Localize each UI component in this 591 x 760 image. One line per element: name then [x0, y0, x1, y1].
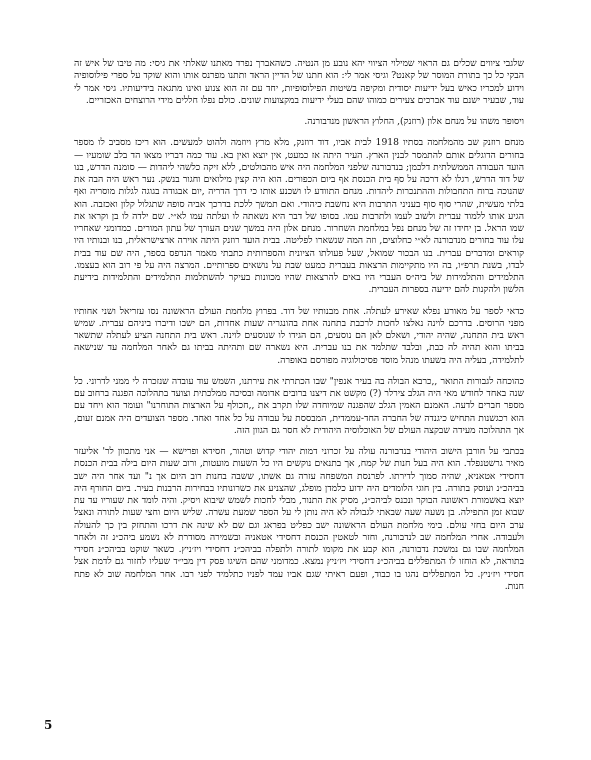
section-heading: ויסופר משהו על מנחם אלון (רוזנק), החלוץ הראשון מנדבורנה.: [304, 116, 524, 127]
page-number: 5: [44, 718, 53, 732]
paragraph: כהוכחה לגבורות התואר ,,כרבא הבולה בה בעיר אנפין" שבו הכתרתי את עירתנו, השמש עוד עובדה שנזכרה לי ממני לדרוני. כל שנה באחד לחודש מאי היה הגלב צירלר (?) מקשט את דיצנו ברובים אדומה ובסיכה ממלכתית וצועד בתהלוכה הפגנה ברחוב עם מספר חברים לדעה. האמנם האמין הגלב שהפגנה שמיוחדה שלו תקרב את ,,חכולף על הארצות התוחרנו" ועומד הוא ויחד עם הוא רכגשנות התחיש כיגנדה של החברה החד-עממדית, המבססת על עבודה על כל אחד ואחד. מספר הצועדים היה אמנם זעום, אך התהלוכה מעידה שבקצה העולם של האוכלוסיה היהודית לא חסר גם הגוון הזה.: [74, 375, 524, 436]
paragraph: כדאי לספר על מאורע נפלא שאירע לעתלה. אחת מבנותיו של דוד. בפרוץ מלחמת העולם הראשונה נסו עזריאל ושני אחותיו מפני הרוסים. בדרכם לוינה נאלצו לחכות לרכבת בתחנה אחת בהונגריה שעות אחדות, הם ישבו ודיברו ביניהם עברית. שמיש ראש בית התחנה, שהיה יהודי, ושאלם לאן הם נוסעים, הם הגידו לו שנוסעים לוינה. ראש בית התחנה הציע לעתלה שתשאר בביתו והוא תהיה לה כבת, ובלבד שתלמד את בנו עברית. היא נשארה שם ותהיתה בביתו גם לאחר המלחמה עד שנישאה לתלמידה, בעליה היה בשעתו מנהל מוסד פסיכולוגיה מפורסם באופרה.: [74, 305, 524, 366]
document-body: [74, 58, 524, 593]
paragraph: מנחם רוזנק שב מהמלחמה בסתיו 1918 לבית אביו, דוד רוזנק, מלא מרץ ויוזמה ולהוט למעשים. הוא ריכז מסביב לו מספר בחורים הדוגלים אותם להתמסר לבנין הארץ. העיר היתה אז כמעט, אין יוצא ואין בא. עוד כמה דבריו מצאו הד בלב שומעיו — הועד העבודה הממשלתית דלכמן; בנדבורנה שלפני המלחמה היה איש מהבולטים, ללא זיקה כלשהי ליהדות — סומנה הדרש, בנו של דוד הדרש, רגלו לא דרכה על סף בית הכנסת אף ביום הכפורים. הוא היה קצין מילואים וחגור בנשק. נער ראש היה הבה את שהנוכה ברוח התחבולות וההתנכרות ליהדות. מנחם התוודע לו ושכנע אותו כי דרך הדריה ,יום אבגודה בגוגה לגלות מוסריה ואף בלתי מעשית, שהרי סוף סוף בעניני התרבות היא נחשבת כיהודי. ואם תמשך ללכת בדרכך אביה סופה שתגלול קלון ואכזבה. הוא הגיע אותו ללמוד עברית ולשוב לעמו ולתרבות עמו. בסופו של דבר היא נשאתה לו ועלתה עמו לא״י. שם ילדה לו בן וקראו את שמו הראל. בן יחידו זה של מנחם נפל במלחמת השחרור. מנחם אלון היה במשך שנים העורך של עתון המורים. כמדומני שאחריו עלו עוד בחורים מנדבורנה לא״י כחלוצים, וזה המה שנשארו לפליטה. בבית הועד רוזנק היתה אוירה ארצישראלית, בנו ובנותיו היו קוראים ומדברים עברית. בנו הבכור שמואל, שעל פעולתו הציונית והספרותית כתבתי מאמר הנדפס בספר, היה שם עוד בבית לבדו, בשנת תרפ״ו, בה היו מתקיימות הרצאות בעברית כמעט שבת על נושאים ספרותיים. המרצה היה על פי רוב הוא בעצמו. התלמידים והתלמידות של ביה״ס העברי היו באים להרצאות שהיו מכוונות בעיקר להשתלמות התלמידים והתלמידות בידיעת הלשון ולהקנות להם ידיעה בספרות העברית.: [74, 137, 524, 296]
paragraph: בכתבי על חורבן הישוב היהודי בנדבורנה עולה על זכרוני דמות יהודי קדוש וטהור, חסידא ופרישא — אני מתכוון לר' אליעזר מאיר גרשטנפלד. הוא היה בעל חנות של קמח, אך בתנאים נוקשים היו כל השעות מועטות, ורוב שעות היום בילה בבית הכנסת דחסידי אטאניא, שהיה סמוך לדירתו. לפרנסת המשפחה עזרה גם אשתו, ששבה בחנות רוב היום אך נ" ועד אחר היה ישב בביהכ״נ ועוסק בתורה. בין חוגי הלומדים היה ידוע כלמדן מופלג, שהצניע את כשרונותיו בבחירות הרבנות בעיר. ביום החורף היה יוצא באשמורת ראשונה הבוקר ונכנס לביהכ״נ, מסיק את התנור, מבלי לחכות לשמש שיבוא ויסיק. והיה לומד את שעוריו עד עת שבוא זמן התפילה. בן נשעה שעה שבאתי לגבולה לא היה נותן לי על הספר שמעת עשרה. שליש היום וחצי שעות לתורה ונאצל ערב היום בחזי עולם. בימי מלחמת העולם הראשונה ישב כפליט בפראג וגם שם לא שינה את דרכו והתחזק בין כך להעולה ולעבודה. אחרי המלחמה שב לנדבורנה, וחזר לטאטין הכנסת דחסידי אטאניה ובשמירה מסודרת לא נשמע ביהכ״נ זה ולאחר המלחמה שבו גם נמשכת נדבורנה, הוא קבע את מקומו לתורה ולתפלה בביהכ״נ דחסידי ויז׳ניץ. כשאר שוקט בביהכ״נ חסידי בתוראה, לא הוחזו לו המתפללים בביהכ״נ דחסידי ויז׳ניץ נמצא. כמדומני שהם השיגו פסק דין מבי״ד שעליו לחזור גם לדמת אצל חסידי ויז׳ניץ. כל המתפללים נהגו בו כבוד, ופעם ראיתי שגם אביו עמד לפניו כתלמיד לפני רבו. אחר המלחמה שוב לא פתח חנות.: [74, 446, 524, 592]
paragraph: שלגבי ציווים שכלים גם הראוי שמילוי הציווי יהא נובע מן הנטיה. כשהאברך נפרד מאתנו שאלתי את גיסי: מה טיבו של איש זה הבקי כל כך בתורת המוסר של קאנט? וגיסי אמר לי: הוא חתנו של הדיין הראד ותתנו מפרנס אותו והוא שוקד על ספרי פילוסופיה וידוע למכריו כאיש בעל ידיעות יסודית ומקיפה בשיטות הפילוסופיות, יחד עם זה הוא צנוע ואינו מתגאה בידיעותיו. גיסי אמר לי עוד, שבעיר ישנם עוד אברכים צעירים כמוהו שהם בעלי ידיעות במקצועות שונים. כולם נפלו חללים מידי הרוצחים האכזריים.: [74, 58, 524, 106]
